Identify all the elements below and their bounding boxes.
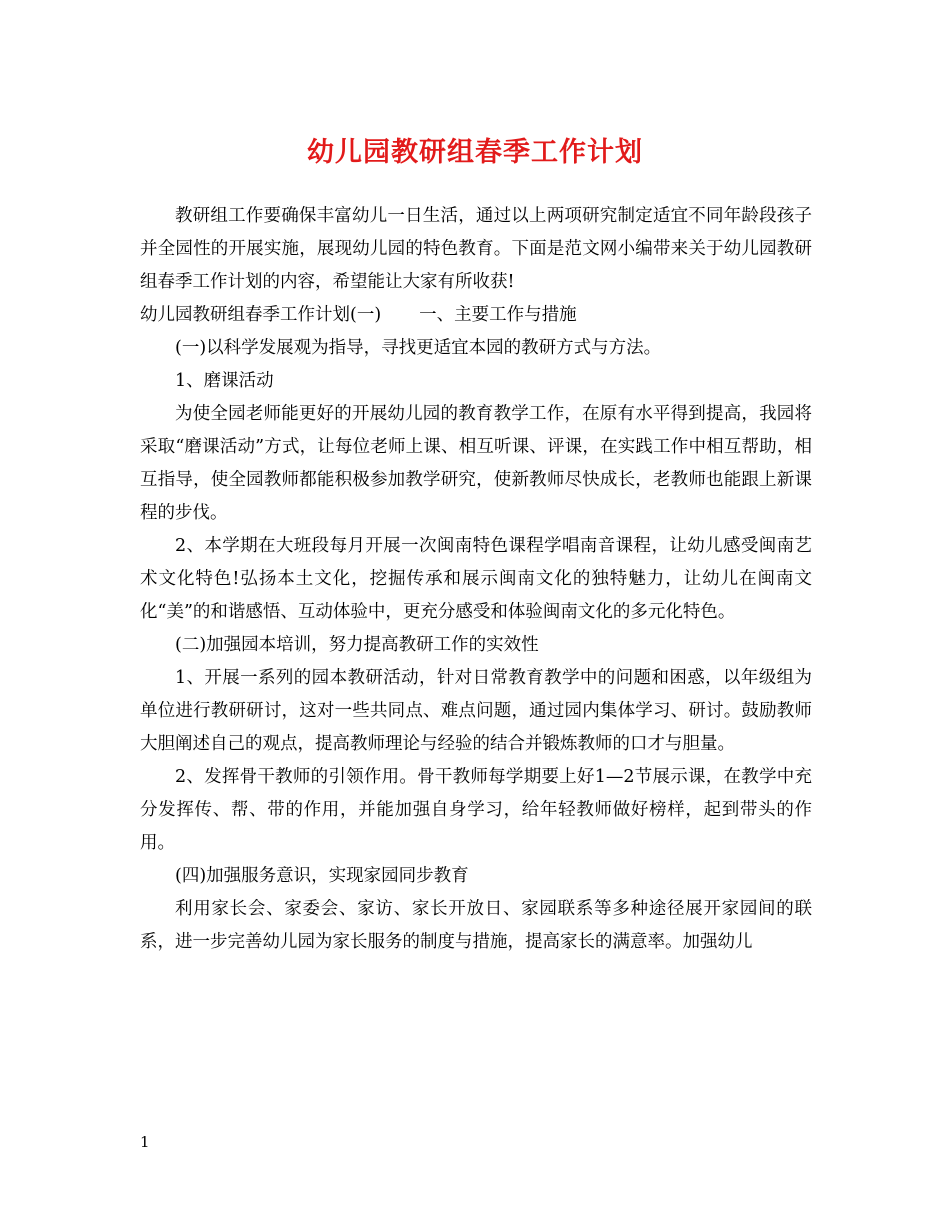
paragraph: 1、磨课活动 <box>175 371 274 391</box>
paragraph: 1、开展一系列的园本教研活动，针对日常教育教学中的问题和困惑，以年级组为单位进行教研研讨，这对一些共同点、难点问题，通过园内集体学习、研讨。鼓励教师大胆阐述自己的观点，提高教师理论与经验的结合并锻炼教师的口才与胆量。 <box>140 668 812 754</box>
page-number: 1 <box>140 1133 150 1151</box>
paragraph: 2、本学期在大班段每月开展一次闽南特色课程学唱南音课程，让幼儿感受闽南艺术文化特色!弘扬本土文化，挖掘传承和展示闽南文化的独特魅力，让幼儿在闽南文化“美”的和谐感悟、互动体验中，更充分感受和体验闽南文化的多元化特色。 <box>140 536 812 622</box>
plan-heading: 幼儿园教研组春季工作计划(一) <box>140 305 382 325</box>
paragraph: (一)以科学发展观为指导，寻找更适宜本园的教研方式与方法。 <box>175 338 662 358</box>
paragraph: 2、发挥骨干教师的引领作用。骨干教师每学期要上好1—2节展示课，在教学中充分发挥传、帮、带的作用，并能加强自身学习，给年轻教师做好榜样，起到带头的作用。 <box>140 767 812 853</box>
paragraph: (二)加强园本培训，努力提高教研工作的实效性 <box>175 635 539 655</box>
paragraph: 为使全园老师能更好的开展幼儿园的教育教学工作，在原有水平得到提高，我园将采取“磨课活动”方式，让每位老师上课、相互听课、评课，在实践工作中相互帮助，相互指导，使全园教师都能积极参加教学研究，使新教师尽快成长，老教师也能跟上新课程的步伐。 <box>140 404 812 523</box>
document-body <box>140 200 812 959</box>
plan-heading-line <box>140 299 812 332</box>
section-heading: 一、主要工作与措施 <box>419 305 577 325</box>
document-title: 幼儿园教研组春季工作计划 <box>307 137 643 168</box>
paragraph: (四)加强服务意识，实现家园同步教育 <box>175 866 469 886</box>
paragraph: 利用家长会、家委会、家访、家长开放日、家园联系等多种途径展开家园间的联系，进一步完善幼儿园为家长服务的制度与措施，提高家长的满意率。加强幼儿 <box>140 899 812 952</box>
intro-paragraph: 教研组工作要确保丰富幼儿一日生活，通过以上两项研究制定适宜不同年龄段孩子并全园性的开展实施，展现幼儿园的特色教育。下面是范文网小编带来关于幼儿园教研组春季工作计划的内容，希望能让大家有所收获! <box>140 206 812 292</box>
